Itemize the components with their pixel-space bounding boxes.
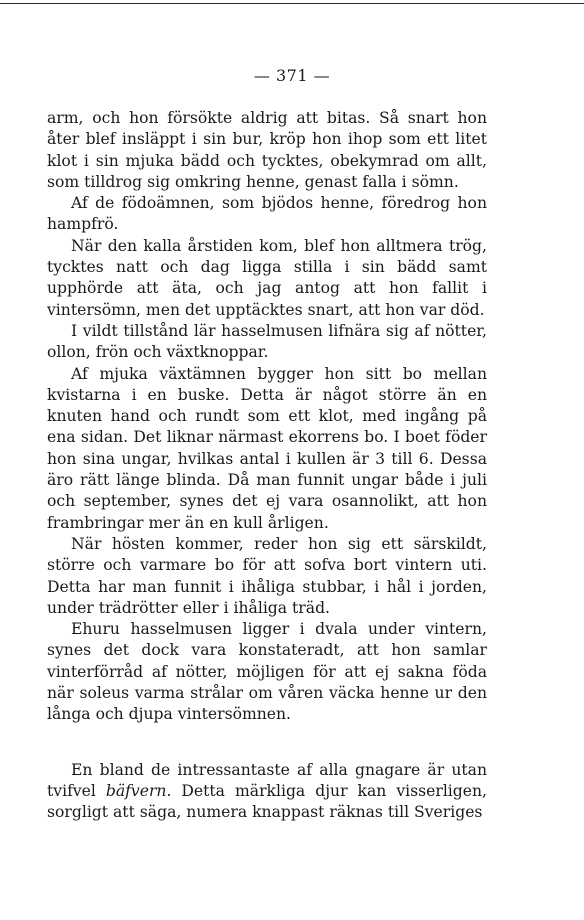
paragraph-beaver	[47, 760, 487, 824]
paragraph-5: Af mjuka växtämnen bygger hon sitt bo mellan kvistarna i en buske. Detta är något större än en knuten hand och rundt som ett klot, med ingång på ena sidan. Det liknar närmast ekorrens bo. I boet föder hon sina ungar, hvilkas antal i kullen är 3 till 6. Dessa äro rätt länge blinda. Då man funnit ungar både i juli och september, synes det ej vara osannolikt, att hon frambringar mer än en kull årligen.	[47, 364, 487, 532]
paragraph-6: När hösten kommer, reder hon sig ett särskildt, större och varmare bo för att sofva bort vintern uti. Detta har man funnit i ihåliga stubbar, i hål i jorden, under trädrötter eller i ihåliga träd.	[47, 534, 487, 617]
paragraph-2: Af de födoämnen, som bjödos henne, föredrog hon hampfrö.	[47, 194, 487, 234]
paragraph-7: Ehuru hasselmusen ligger i dvala under vintern, synes det dock vara konstateradt, att hon samlar vinterförråd af nötter, möjligen för att ej sakna föda när soleus varma strålar om våren väcka henne ur den långa och djupa vintersömnen.	[47, 620, 487, 724]
paragraph-4: I vildt tillstånd lär hasselmusen lifnära sig af nötter, ollon, frön och växtknoppar.	[47, 321, 487, 362]
beaver-text-after: Detta märkliga djur kan visserligen, sorgligt att säga, numera knappast räknas till Sveriges	[47, 781, 488, 822]
page-number: — 371 —	[253, 66, 331, 85]
body-text	[47, 108, 487, 824]
section-break	[47, 726, 487, 760]
beaver-text-before: En bland de intressantaste af alla gnagare är utan tvifvel	[47, 760, 487, 800]
beaver-emphasis: bäfvern.	[105, 781, 172, 800]
top-rule	[0, 3, 584, 4]
paragraph-1: arm, och hon försökte aldrig att bitas. Så snart hon åter blef insläppt i sin bur, kröp hon ihop som ett litet klot i sin mjuka bädd och tycktes, obekymrad om allt, som tilldrog sig omkring henne, genast falla i sömn.	[47, 109, 487, 191]
paragraph-3: När den kalla årstiden kom, blef hon alltmera trög, tycktes natt och dag ligga stilla i sin bädd samt upphörde att äta, och jag antog att hon fallit i vintersömn, men det upptäcktes snart, att hon var död.	[47, 236, 487, 319]
